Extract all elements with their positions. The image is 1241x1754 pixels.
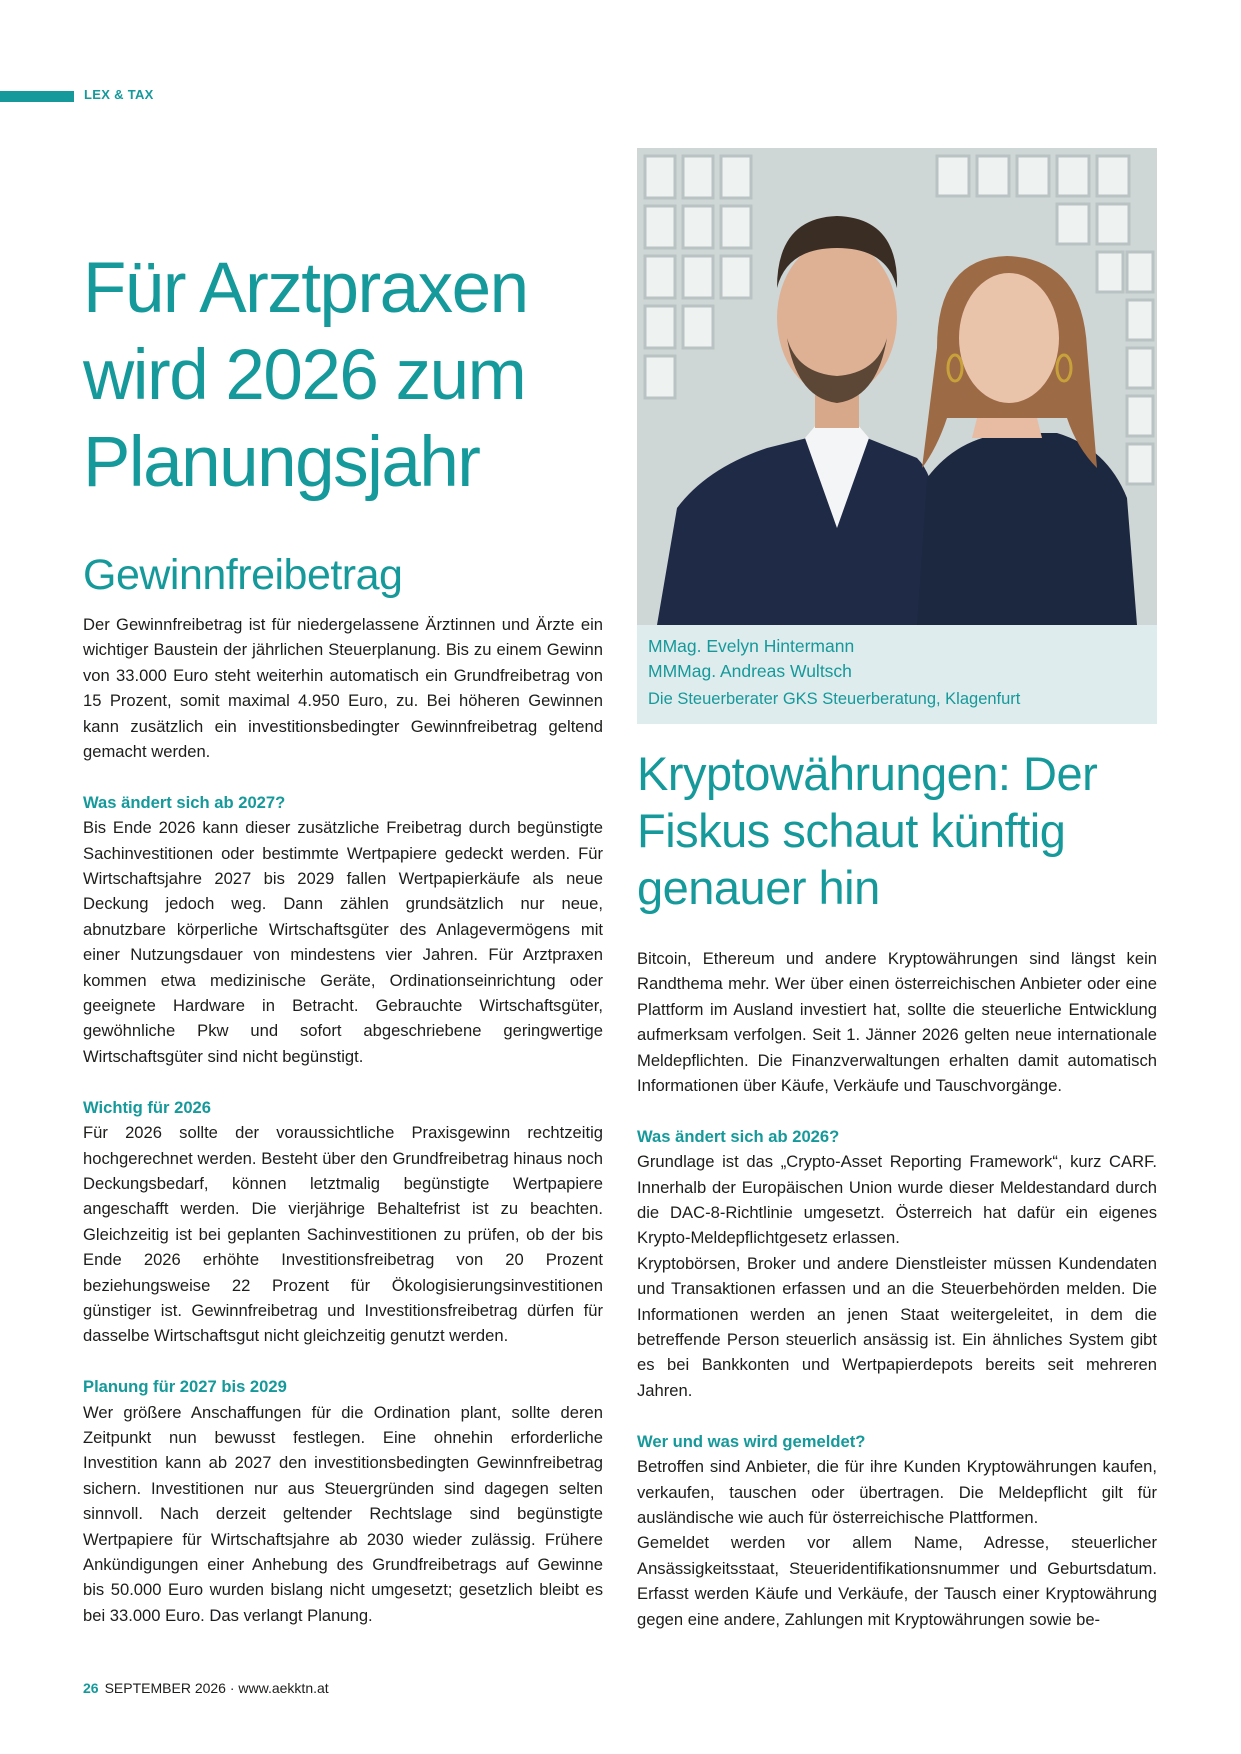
- subheading-ab-2027: Was ändert sich ab 2027?: [83, 792, 286, 812]
- subheading-wer-was-gemeldet: Wer und was wird gemeldet?: [637, 1431, 866, 1451]
- krypto-heading: Kryptowährungen: Der Fiskus schaut künftig genauer hin: [637, 747, 1098, 914]
- page-number: 26: [83, 1680, 99, 1696]
- paragraph-betroffen: Betroffen sind Anbieter, die für ihre Kunden Kryptowährungen kaufen, verkaufen, tauschen oder übertragen. Die Meldepflicht gilt für ausländische wie auch für österreichische Plattformen.: [637, 1457, 1157, 1527]
- section-color-bar: [0, 91, 74, 102]
- paragraph-gemeldet: Gemeldet werden vor allem Name, Adresse, steuerlicher Ansässigkeitsstaat, Steueridentifikationsnummer und Geburtsdatum. Erfasst werden Käufe und Verkäufe, der Tausch einer Kryptowährung gegen eine andere, Zahlungen mit Kryptowährungen sowie be-: [637, 1533, 1157, 1629]
- caption-name-2: MMMag. Andreas Wultsch: [648, 661, 852, 681]
- page-footer: [83, 1680, 329, 1696]
- gewinnfreibetrag-intro: Der Gewinnfreibetrag ist für niedergelassene Ärztinnen und Ärzte ein wichtiger Baustein der jährlichen Steuerplanung. Bis zu einem Gewinn von 33.000 Euro steht weiterhin automatisch ein Grundfreibetrag von 15 Prozent, somit maximal 4.950 Euro, zu. Bei höheren Gewinnen kann zusätzlich ein investitionsbedingter Gewinnfreibetrag geltend gemacht werden.: [83, 615, 603, 762]
- article-title: Für Arztpraxen wird 2026 zum Planungsjahr: [83, 249, 528, 502]
- footer-text: SEPTEMBER 2026 · www.aekktn.at: [104, 1680, 329, 1696]
- caption-name-1: MMag. Evelyn Hintermann: [648, 636, 855, 656]
- subheading-ab-2026: Was ändert sich ab 2026?: [637, 1126, 840, 1146]
- left-column: [83, 245, 603, 1628]
- photo-caption: [637, 625, 1157, 724]
- paragraph-kryptoboersen: Kryptobörsen, Broker und andere Dienstleister müssen Kundendaten und Transaktionen erfassen und an die Steuerbehörden melden. Die Informationen werden an jenen Staat weitergeleitet, in dem die betreffende Person steuerlich ansässig ist. Ein ähnliches System gibt es bei Bankkonten und Wertpapierdepots bereits seit mehreren Jahren.: [637, 1253, 1157, 1400]
- paragraph-carf: Grundlage ist das „Crypto-Asset Reporting Framework“, kurz CARF. Innerhalb der Europäischen Union wurde dieser Meldestandard durch die DAC-8-Richtlinie umgesetzt. Österreich hat dafür ein eigenes Krypto-Meldepflichtgesetz erlassen.: [637, 1152, 1157, 1248]
- paragraph-wichtig-2026: Für 2026 sollte der voraussichtliche Praxisgewinn rechtzeitig hochgerechnet werden. Besteht über den Grundfreibetrag hinaus noch Deckungsbedarf, können letztmalig begünstigte Wertpapiere angeschafft werden. Die vierjährige Behaltefrist ist zu beachten. Gleichzeitig ist bei geplanten Sachinvestitionen zu prüfen, ob der bis Ende 2026 erhöhte Investitionsfreibetrag von 20 Prozent beziehungsweise 22 Prozent für Ökologisierungsinvestitionen günstiger ist. Gewinnfreibetrag und Investitionsfreibetrag dürfen für dasselbe Wirtschaftsgut nicht gleichzeitig genutzt werden.: [83, 1123, 603, 1346]
- section-label: LEX & TAX: [84, 87, 154, 102]
- subheading-wichtig-2026: Wichtig für 2026: [83, 1097, 212, 1117]
- portrait-photo: [637, 148, 1157, 625]
- paragraph-planung-2027-2029: Wer größere Anschaffungen für die Ordination plant, sollte deren Zeitpunkt nun bewusst festlegen. Eine ohnehin erforderliche Investition kann ab 2027 den investitionsbedingten Gewinnfreibetrag sichern. Investitionen nur aus Steuergründen sind dagegen selten sinnvoll. Nach derzeit geltender Rechtslage sind begünstigte Wertpapiere für Wirtschaftsjahre ab 2030 wieder zulässig. Frühere Ankündigungen einer Anhebung des Grundfreibetrags auf Gewinne bis 50.000 Euro wurden bislang nicht umgesetzt; gesetzlich bleibt es bei 33.000 Euro. Das verlangt Planung.: [83, 1402, 603, 1625]
- right-column: [637, 148, 1157, 1632]
- caption-firm: Die Steuerberater GKS Steuerberatung, Klagenfurt: [648, 690, 1021, 708]
- gewinnfreibetrag-heading: Gewinnfreibetrag: [83, 551, 403, 599]
- krypto-intro: Bitcoin, Ethereum und andere Kryptowährungen sind längst kein Randthema mehr. Wer über einen österreichischen Anbieter oder eine Plattform im Ausland investiert hat, sollte die steuerliche Entwicklung aufmerksam verfolgen. Seit 1. Jänner 2026 gelten neue internationale Meldepflichten. Die Finanzverwaltungen erhalten damit automatisch Informationen über Käufe, Verkäufe und Tauschvorgänge.: [637, 949, 1157, 1096]
- paragraph-ab-2027: Bis Ende 2026 kann dieser zusätzliche Freibetrag durch begünstigte Sachinvestitionen oder bestimmte Wertpapiere gedeckt werden. Für Wirtschaftsjahre 2027 bis 2029 fallen Wertpapierkäufe als neue Deckung jedoch weg. Dann zählen grundsätzlich nur neue, abnutzbare körperliche Wirtschaftsgüter des Anlagevermögens mit einer Nutzungsdauer von mindestens vier Jahren. Für Arztpraxen kommen etwa medizinische Geräte, Ordinationseinrichtung oder geeignete Hardware in Betracht. Gebrauchte Wirtschaftsgüter, gewöhnliche Pkw und sofort abgeschriebene geringwertige Wirtschaftsgüter sind nicht begünstigt.: [83, 818, 603, 1066]
- subheading-planung-2027-2029: Planung für 2027 bis 2029: [83, 1377, 287, 1397]
